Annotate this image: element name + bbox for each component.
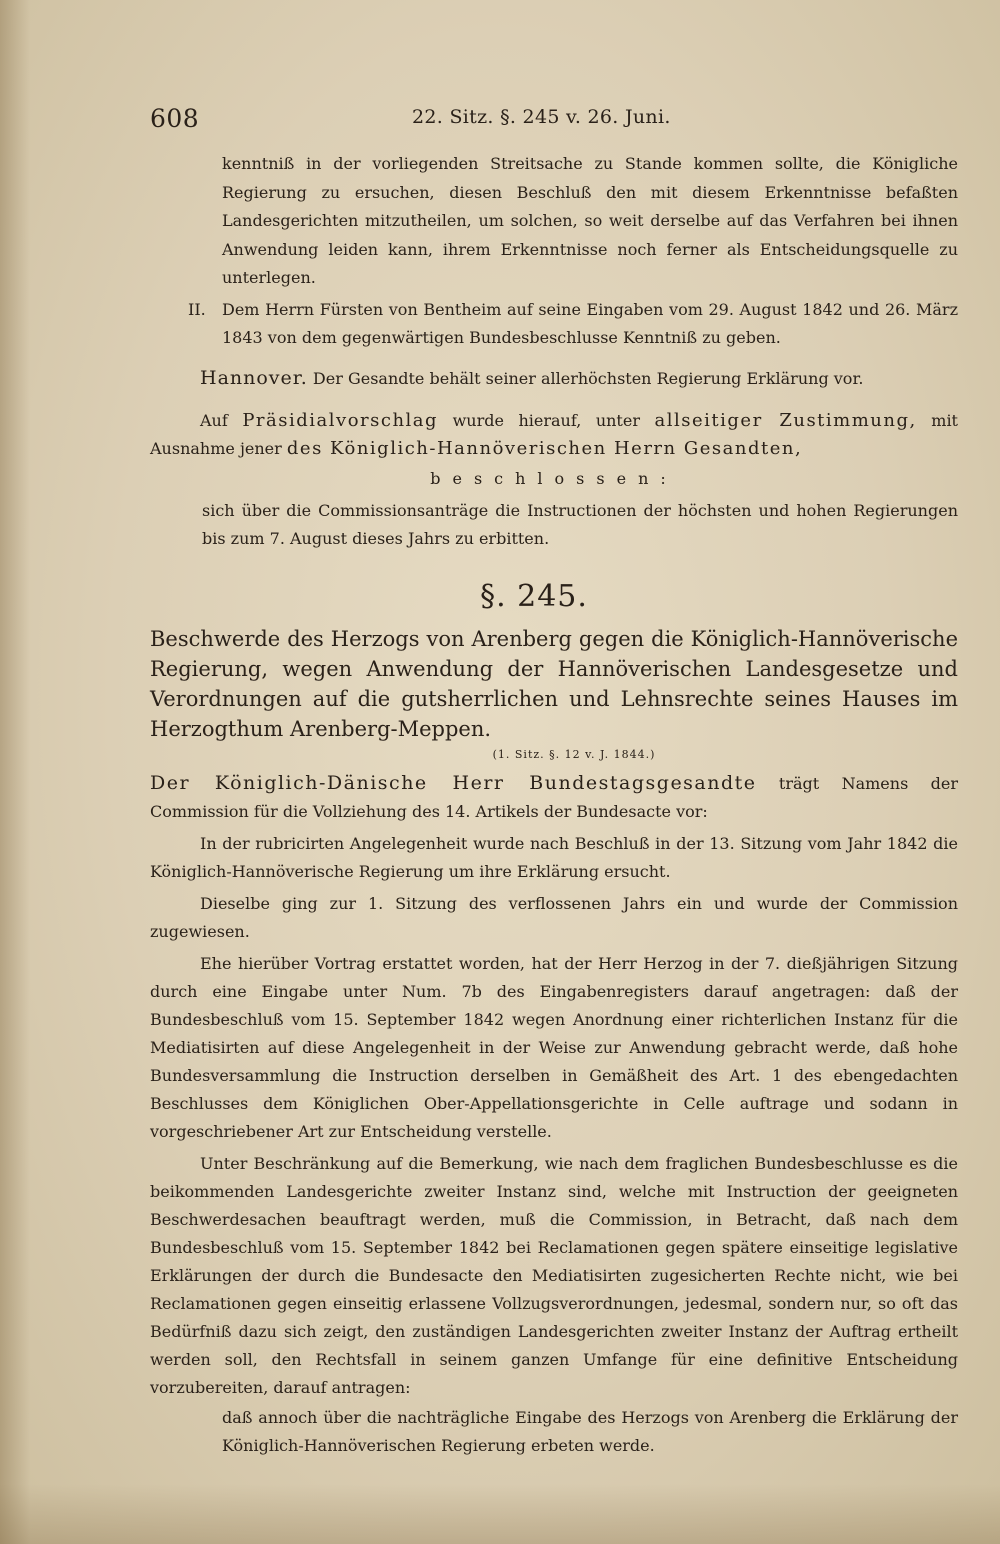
delegate-paragraph	[150, 769, 958, 826]
hannover-label: Hannover.	[200, 366, 308, 389]
presidial-mid: wurde hierauf, unter	[452, 410, 640, 430]
item-ii-text: Dem Herrn Fürsten von Bentheim auf seine Eingaben vom 29. August 1842 und 26. März 1843 von dem gegenwärtigen Bundesbeschlusse Kenntniß zu geben.	[222, 299, 958, 347]
section-mark: §. 245.	[480, 578, 588, 614]
motion-quote: daß annoch über die nachträgliche Eingabe des Herzogs von Arenberg die Erklärung der Königlich-Hannöverischen Regierung erbeten werde.	[222, 1407, 958, 1455]
page-header	[150, 100, 958, 140]
section-title: Beschwerde des Herzogs von Arenberg gegen die Königlich-Hannöverische Regierung, wegen Anwendung der Hannöverischen Landesgesetze und Verordnungen auf die gutsherrlichen und Lehnsrechte seines Hauses im Herzogthum Arenberg-Meppen.	[150, 626, 958, 741]
continuation-block	[222, 150, 958, 293]
page-edge-shadow	[0, 0, 30, 1544]
section-reference: (1. Sitz. §. 12 v. J. 1844.)	[492, 747, 656, 761]
presidial-tail: mit Ausnahme jener	[150, 410, 958, 458]
paragraph-1: In der rubricirten Angelegenheit wurde nach Beschluß in der 13. Sitzung vom Jahr 1842 die Königlich-Hannöverische Regierung um ihre Erklärung ersucht.	[150, 833, 958, 881]
paragraph-4: Unter Beschränkung auf die Bemerkung, wie nach dem fraglichen Bundesbeschlusse es die beikommenden Landesgerichte zweiter Instanz sind, welche mit Instruction der geeigneten Beschwerdesachen beauftragt werden, muß die Commission, in Betracht, daß nach dem Bundesbeschluß vom 15. September 1842 bei Reclamationen gegen spätere einseitige legislative Erklärungen der durch die Bundesacte den Mediatisirten zugesicherten Rechte nicht, wie bei Reclamationen gegen einseitig erlassene Vollzugsverordnungen, jedesmal, sondern nur, so oft das Bedürfniß dazu sich zeigt, den zuständigen Landesgerichten zweiter Instanz der Auftrag ertheilt werden soll, den Rechtsfall in seinem ganzen Umfange für eine definitive Entscheidung vorzubereiten, darauf antragen:	[150, 1153, 958, 1397]
delegate-speaker: Der Königlich-Dänische Herr Bundestagsgesandte	[150, 771, 757, 794]
page-bottom-shadow	[0, 1484, 1000, 1544]
running-head: 22. Sitz. §. 245 v. 26. Juni.	[412, 106, 671, 128]
presidial-proposal: Präsidialvorschlag	[242, 409, 439, 431]
presidial-resolution	[150, 407, 958, 553]
item-ii	[188, 296, 958, 352]
resolution-text: sich über die Commissionsanträge die Instructionen der höchsten und hohen Regierungen bis zum 7. August dieses Jahrs zu erbitten.	[202, 500, 958, 548]
beschlossen-label: beschlossen:	[430, 468, 678, 488]
delegate-text: trägt Namens der Commission für die Vollziehung des 14. Artikels der Bundesacte vor:	[150, 773, 959, 821]
continuation-text: kenntniß in der vorliegenden Streitsache zu Stande kommen sollte, die Königliche Regierung zu ersuchen, diesen Beschluß den mit diesem Erkenntnisse befaßten Landesgerichten mitzutheilen, um solchen, so weit derselbe auf das Verfahren bei ihnen Anwendung leiden kann, ihrem Erkenntnisse noch ferner als Entscheidungsquelle zu unterlegen.	[222, 154, 958, 287]
item-numeral: II.	[188, 299, 206, 319]
presidial-delegate: des Königlich-Hannöverischen Herrn Gesandten,	[286, 437, 803, 459]
paragraph-2: Dieselbe ging zur 1. Sitzung des verflossenen Jahrs ein und wurde der Commission zugewiesen.	[150, 893, 958, 941]
page-content	[150, 100, 958, 1460]
presidial-intro-word: Auf	[200, 410, 228, 430]
presidial-intro	[150, 407, 958, 463]
hannover-text: Der Gesandte behält seiner allerhöchsten Regierung Erklärung vor.	[312, 368, 864, 388]
page-number: 608	[150, 104, 200, 133]
presidial-consent: allseitiger Zustimmung,	[654, 409, 917, 431]
paragraph-3: Ehe hierüber Vortrag erstattet worden, hat der Herr Herzog in der 7. dießjährigen Sitzung durch eine Eingabe unter Num. 7b des Eingabenregisters darauf angetragen: daß der Bundesbeschluß vom 15. September 1842 wegen Anordnung einer richterlichen Instanz für die Mediatisirten auf diese Angelegenheit in der Weise zur Anwendung gebracht werde, daß hohe Bundesversammlung die Instruction derselben in Gemäßheit des Art. 1 des ebengedachten Beschlusses dem Königlichen Ober-Appellationsgerichte in Celle auftrage und sodann in vorgeschriebener Art zur Entscheidung verstelle.	[150, 953, 958, 1141]
hannover-vote	[200, 364, 958, 393]
